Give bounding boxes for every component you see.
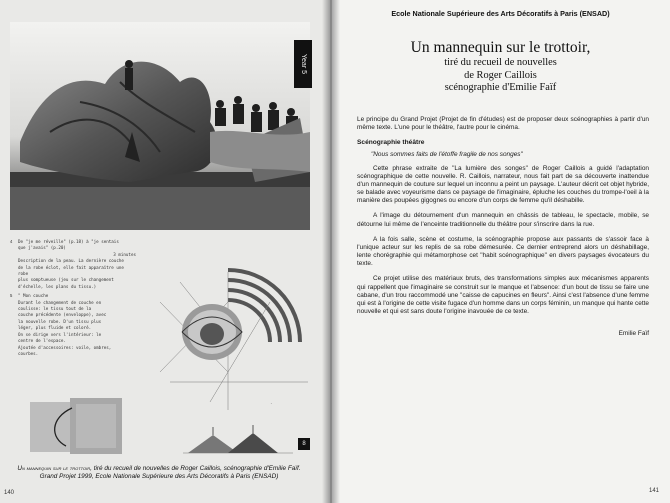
scene-notes: [10, 239, 136, 360]
body-paragraph: A la fois salle, scène et costume, la scénographie propose aux passants de s'assoir face à l'unique acteur sur les replis de sa robe démesurée. Ce dernier entreprend alors un déshabillage, lente chorégraphie qui métamorphose cet "habit scénographique" en divers paysages évocateurs du texte.: [357, 235, 649, 268]
left-page: [0, 0, 329, 503]
fabric-sample-illustration: [30, 398, 122, 456]
article-title: Un mannequin sur le trottoir,: [410, 39, 591, 56]
note-line: plus somptueuse (jeu sur le changement: [18, 277, 114, 283]
note-line: centre de l'espace.: [18, 338, 66, 344]
note-line: " Mon couche: [18, 293, 49, 299]
caption-title: Un mannequin sur le trottoir,: [17, 465, 92, 472]
note-line: léger, plus fluide et coloré.: [18, 325, 92, 331]
article-body: [357, 116, 649, 338]
note-5: [10, 293, 136, 357]
author-signature: Emilie Faïf: [618, 330, 649, 338]
figure-caption: [0, 465, 318, 482]
subtitle-line: tiré du recueil de nouvelles: [444, 57, 557, 68]
tent-sketch: [183, 423, 293, 458]
performance-photo-illustration: [10, 22, 310, 230]
note-line: Durant le changement de couche en: [18, 299, 102, 305]
book-gutter: [322, 0, 340, 503]
note-line: De "je me réveille" (p.18) à "je sentais: [18, 239, 119, 244]
chapter-tab: Year 5: [294, 40, 312, 88]
subtitle-line: de Roger Caillois: [464, 69, 537, 81]
svg-text:·: ·: [270, 401, 273, 406]
note-line: courbes.: [18, 350, 39, 356]
caption-credit: tiré du recueil de nouvelles de Roger Caillois, scénographie d'Emilie Faïf.: [91, 465, 301, 472]
note-line: Description de la peau. La dernière couche: [18, 258, 124, 264]
right-page: [331, 0, 670, 503]
note-line: On se dirige vers l'intérieur: le: [18, 331, 102, 337]
body-paragraph: Cette phrase extraite de "La lumière des songes" de Roger Caillois a guidé l'adaptation scénographique de cette nouvelle. R. Caillois, narrateur, nous fait part de sa découverte inattendue d'un mannequin de couture sur lequel un inconnu a peint un paysage. L'auteur décrit cet objet hybride, se balade avec voyeurisme dans ce paysage de l'imaginaire, épluche les couches du trompe-l'oeil à la manière des poupées gigognes ou encore d'un corps de femme qu'il déshabille.: [357, 164, 649, 205]
tent-sketch-illustration: [183, 423, 293, 458]
note-line: de la robe éclot, elle fait apparaître une robe: [18, 264, 124, 277]
page-number-left: 140: [4, 490, 15, 496]
note-line: d'échelle, les plans du tissu.): [18, 283, 97, 289]
note-4: [10, 239, 136, 290]
note-duration: 3 minutes: [113, 251, 136, 257]
subtitle-line: scénographie d'Emilie Faïf: [444, 82, 557, 94]
note-line: que j'avais" (p.20): [18, 245, 66, 251]
figure-badge: 8: [298, 438, 310, 450]
page-number-right: 141: [649, 488, 660, 494]
note-line: Ajoutée d'accessoires: voile, ombres,: [18, 344, 112, 350]
scenography-drawing: [150, 262, 310, 412]
note-line: coulisse: le tissu tout de la: [18, 306, 92, 312]
note-line: couche précédente (enveloppe), avec: [18, 312, 107, 318]
school-heading: Ecole Nationale Supérieure des Arts Décoratifs à Paris (ENSAD): [391, 9, 610, 18]
intro-paragraph: Le principe du Grand Projet (Projet de fin d'études) est de proposer deux scénographies à partir d'un même texte. L'une pour le théâtre, l'autre pour le cinéma.: [357, 116, 649, 132]
note-number: 4: [10, 239, 13, 244]
note-number: 5: [10, 293, 13, 299]
section-heading: Scénographie théâtre: [357, 139, 425, 147]
concentric-arcs-drawing: [150, 262, 310, 412]
body-paragraph: Ce projet utilise des matériaux bruts, des transformations simples aux mécanismes apparents qui rappellent que l'imaginaire se construit sur le manque et l'absence: d'un bout de tissu se faire une cabane, d'un trou raccommodé une "caisse de capucines en fleurs". Ainsi c'est l'absence d'une femme qui est à l'origine de cette visite fugace d'un homme dans un corps féminin, un manque qui hante cette nouvelle et qui est sans doute l'origine inavouée de ce texte.: [357, 275, 649, 315]
fabric-sample-image: [30, 398, 122, 456]
epigraph-quote: "Nous sommes faits de l'étoffe fragile de nos songes": [371, 151, 523, 159]
body-paragraph: A l'image du détournement d'un mannequin en châssis de tableau, le spectacle, mobile, se détourne lui même de l'enceinte traditionnelle du théâtre pour s'inscrire dans la rue.: [357, 212, 649, 228]
note-line: la nouvelle robe. D'un tissu plus: [18, 318, 102, 324]
article-subtitle: [331, 57, 670, 95]
caption-school: Grand Projet 1999, Ecole Nationale Supérieure des Arts Décoratifs à Paris (ENSAD): [39, 473, 279, 481]
performance-photo: [10, 22, 310, 230]
